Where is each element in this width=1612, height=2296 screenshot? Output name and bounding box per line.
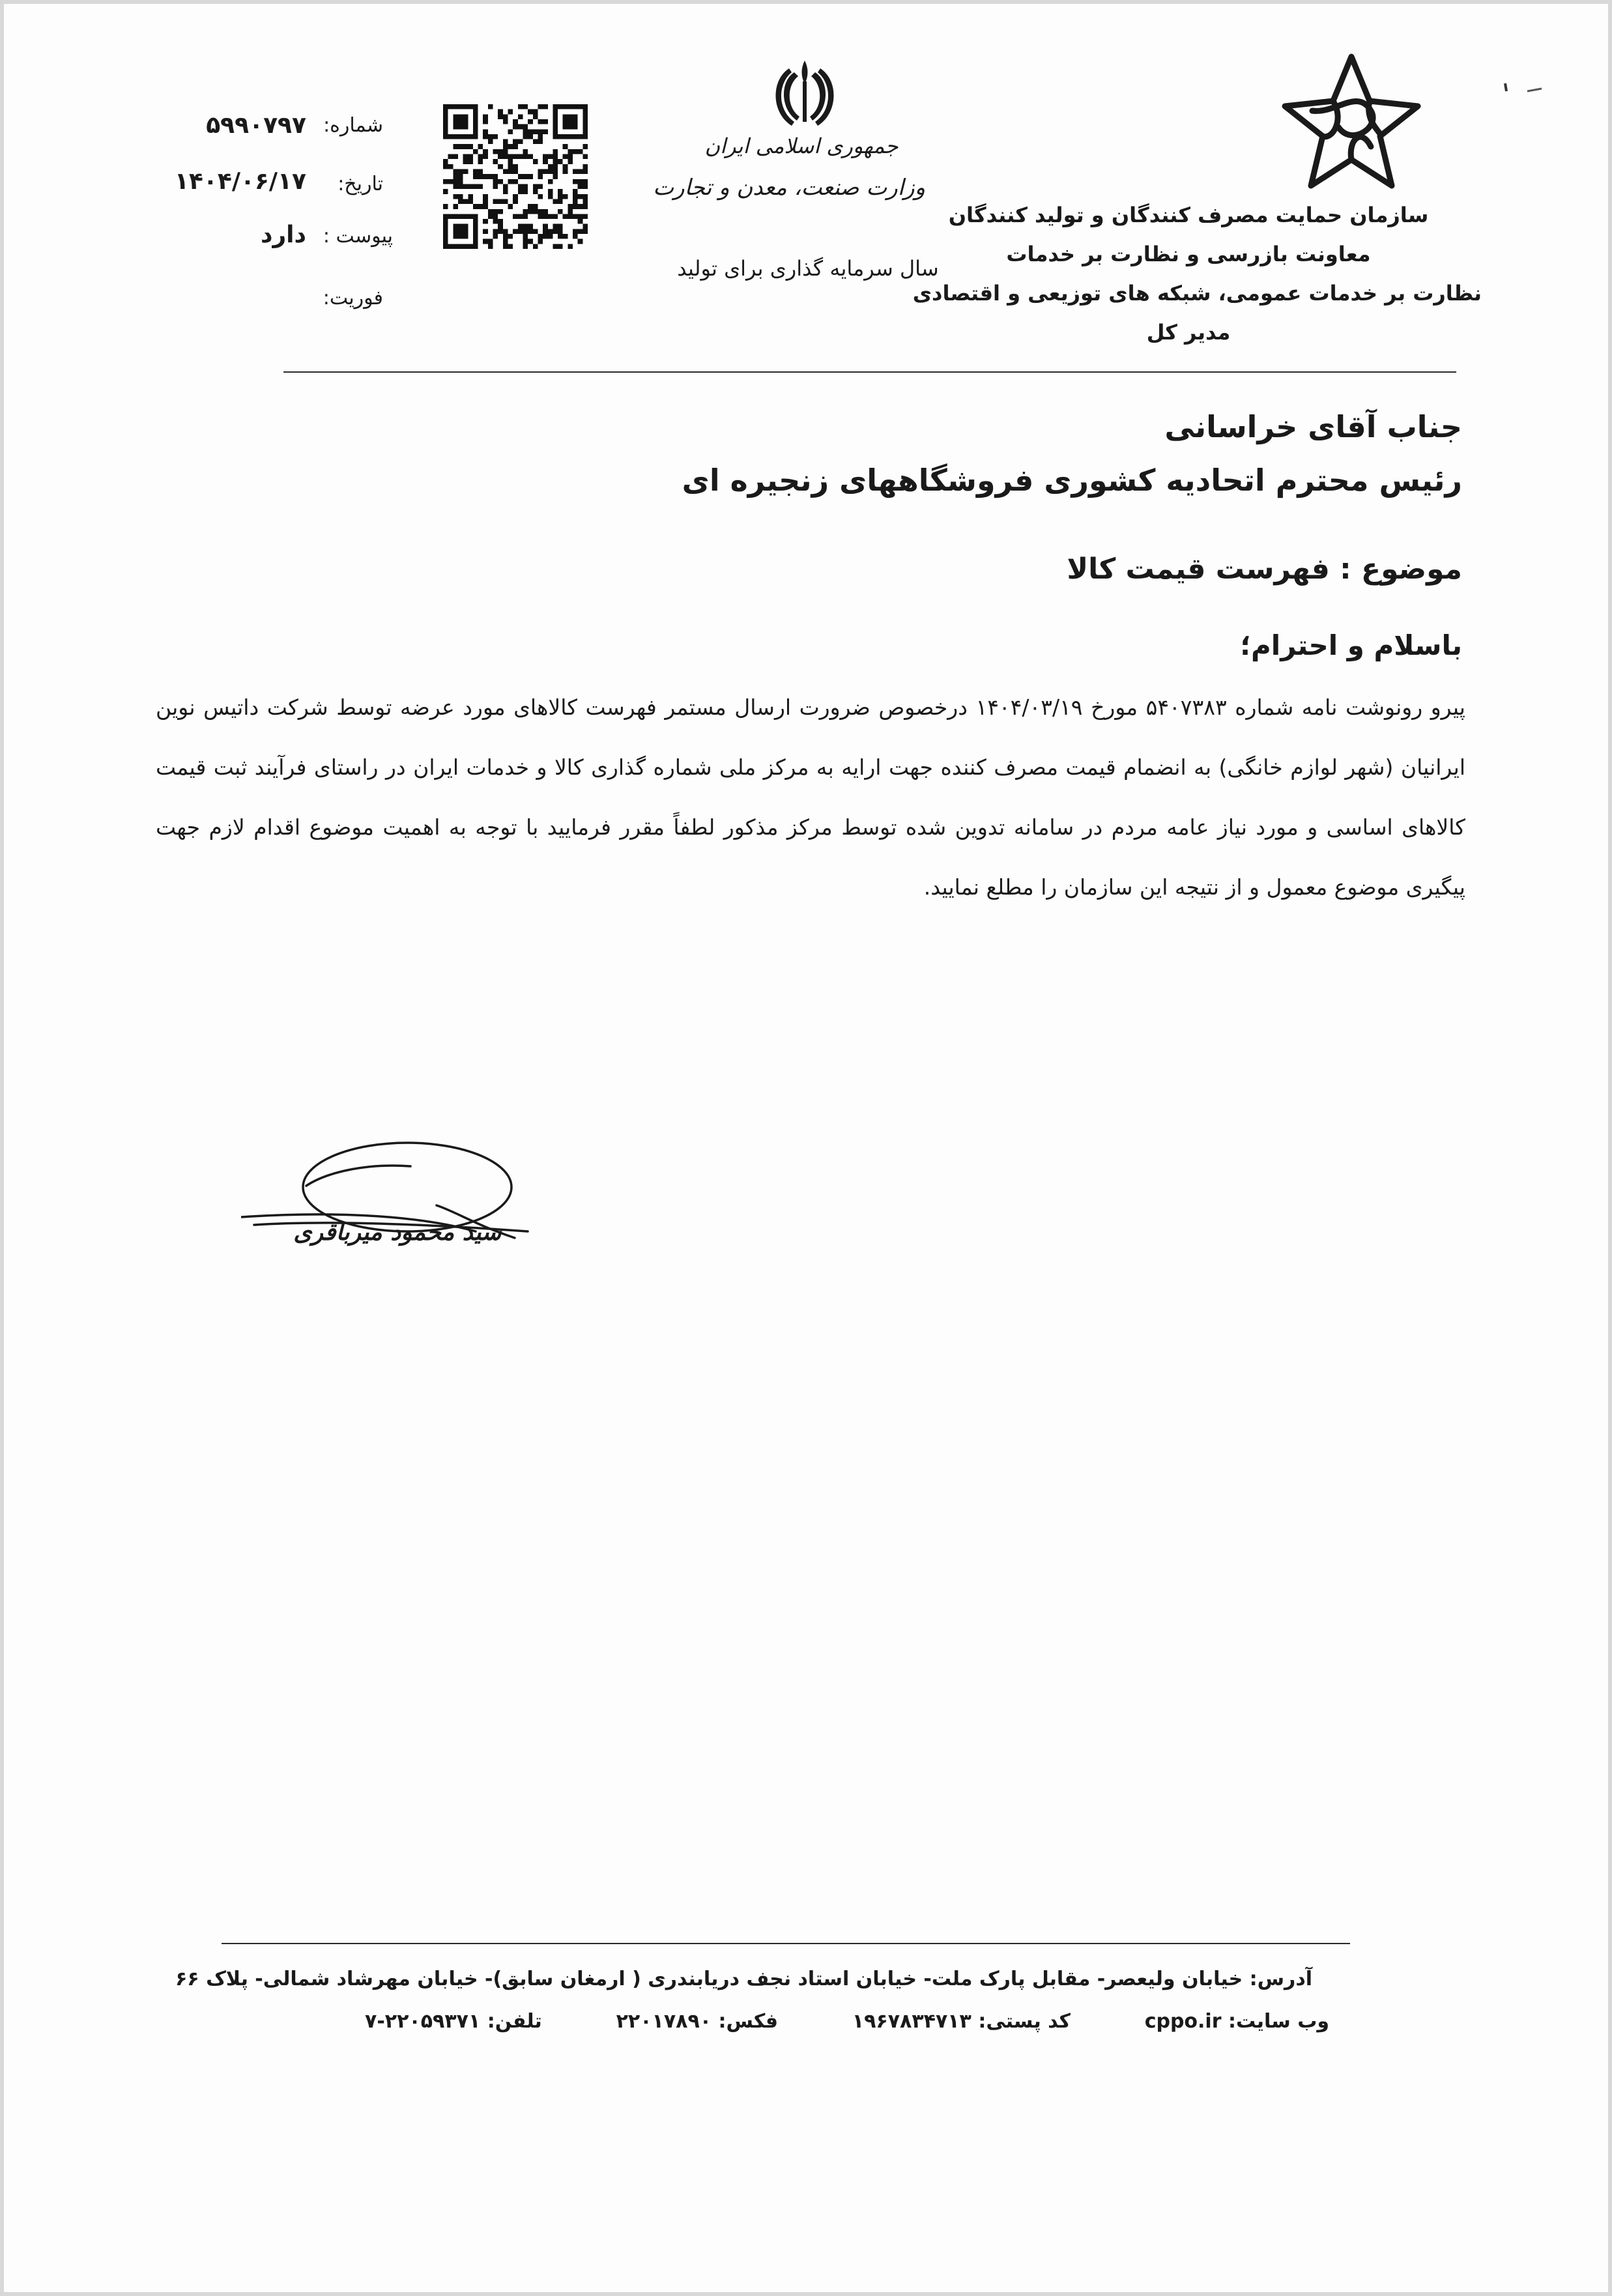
star-logo-icon: [1273, 49, 1430, 199]
footer-address: آدرس: خیابان ولیعصر- مقابل پارک ملت- خیابان استاد نجف دریابندری ( ارمغان سابق)- خیابان مهرشاد شمالی- پلاک ۶۶: [175, 1968, 1312, 1990]
website-label: وب سایت:: [1228, 2010, 1329, 2033]
org-name: سازمان حمایت مصرف کنندگان و تولید کنندگان: [948, 203, 1429, 227]
footer-contacts: [365, 2010, 1329, 2033]
ministry-name: وزارت صنعت، معدن و تجارت: [653, 175, 925, 201]
letter-subject: موضوع : فهرست قیمت کالا: [1067, 552, 1462, 586]
phone-label: تلفن:: [487, 2010, 542, 2033]
number-label: شماره:: [323, 114, 383, 137]
website-link[interactable]: cppo.ir: [1144, 2010, 1222, 2033]
organization-block: [895, 195, 1482, 352]
qr-code-icon: [443, 104, 588, 249]
recipient-name: جناب آقای خراسانی: [1164, 409, 1462, 444]
attachment-label: پیوست :: [323, 225, 393, 248]
attachment-value: دارد: [260, 222, 306, 248]
signature-scribble-icon: [241, 1134, 547, 1284]
org-position: مدیر کل: [1146, 320, 1231, 345]
org-department: نظارت بر خدمات عمومی، شبکه های توزیعی و اقتصادی: [912, 281, 1482, 306]
letter-body: پیرو رونوشت نامه شماره ۵۴۰۷۳۸۳ مورخ ۱۴۰۴/۰۳/۱۹ درخصوص ضرورت ارسال مستمر فهرست کالاهای مورد عرضه توسط شرکت داتیس نوین ایرانیان (شهر لوازم خانگی) به انضمام قیمت مصرف کننده جهت ارایه به مرکز ملی شماره گذاری کالا و خدمات ایران در راستای فرآیند ثبت قیمت کالاهای اساسی و مورد نیاز عامه مردم در سامانه تدوین شده توسط مرکز مذکور لطفاً مقرر فرمایید با توجه به اهمیت موضوع اقدام لازم جهت پیگیری موضوع معمول و از نتیجه این سازمان را مطلع نمایید.: [156, 695, 1465, 900]
signatory-name: سید محمود میرباقری: [293, 1218, 502, 1246]
urgency-label: فوریت:: [323, 287, 383, 309]
header-divider: [283, 371, 1456, 373]
footer-website: [1145, 2010, 1329, 2033]
footer-phone: [365, 2010, 542, 2033]
date-label: تاریخ:: [338, 173, 383, 195]
org-deputy: معاونت بازرسی و نظارت بر خدمات: [1006, 242, 1371, 266]
footer-fax: [616, 2010, 778, 2033]
scan-mark-icon: [1501, 77, 1547, 103]
fax-value: ۲۲۰۱۷۸۹۰: [616, 2010, 712, 2033]
phone-value: ۷-۲۲۰۵۹۳۷۱: [365, 2010, 481, 2033]
iran-emblem-icon: [766, 55, 844, 134]
recipient-title: رئیس محترم اتحادیه کشوری فروشگاههای زنجیره ای: [682, 463, 1462, 498]
date-value: ۱۴۰۴/۰۶/۱۷: [174, 168, 306, 195]
year-slogan: سال سرمایه گذاری برای تولید: [677, 256, 939, 281]
greeting: باسلام و احترام؛: [1240, 629, 1462, 661]
footer-postal: [852, 2010, 1071, 2033]
fax-label: فکس:: [718, 2010, 779, 2033]
government-name: جمهوری اسلامی ایران: [704, 134, 899, 158]
postal-label: کد پستی:: [978, 2010, 1071, 2033]
number-value: ۵۹۹۰۷۹۷: [206, 112, 306, 139]
postal-value: ۱۹۶۷۸۳۴۷۱۳: [852, 2010, 972, 2033]
footer-divider: [222, 1943, 1350, 1944]
